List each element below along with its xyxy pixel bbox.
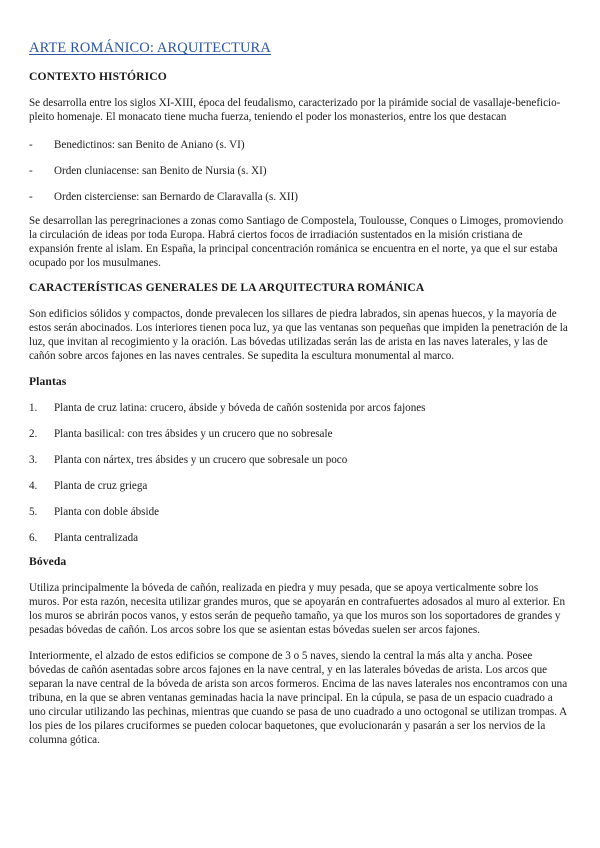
list-dash-marker: - [29, 191, 33, 203]
list-item-planta [29, 479, 570, 493]
list-item-planta [29, 401, 570, 415]
list-number: 6. [29, 532, 38, 544]
list-item-text: Benedictinos: san Benito de Aniano (s. VI) [54, 139, 245, 151]
list-ordenes [29, 138, 570, 204]
paragraph-boveda-2: Interiormente, el alzado de estos edificios se compone de 3 o 5 naves, siendo la central la más alta y ancha. Posee bóvedas de cañón asentadas sobre arcos fajones en la nave central, y en las laterales bóvedas de arista. Los arcos que separan la nave central de la bóveda de arista son arcos formeros. Encima de las naves laterales nos encontramos con una tribuna, en la que se abren ventanas geminadas hacia la nave principal. En la cúpula, se pasa de un espacio cuadrado a uno circular utilizando las pechinas, mientras que cuando se pasa de uno cuadrado a uno octogonal se utilizan trompas. A los pies de los pilares cruciformes se pueden colocar baquetones, que evolucionarán y pasarán a ser los nervios de la columna gótica. [29, 650, 568, 746]
heading-boveda: Bóveda [29, 555, 67, 568]
list-item-text: Orden cisterciense: san Bernardo de Claravalla (s. XII) [54, 191, 298, 203]
list-dash-marker: - [29, 165, 33, 177]
paragraph-contexto-intro: Se desarrolla entre los siglos XI-XIII, época del feudalismo, caracterizado por la pirámide social de vasallaje-beneficio-pleito homenaje. El monacato tiene mucha fuerza, teniendo el poder los monasterios, entre los que destacan [29, 97, 561, 123]
paragraph-contexto-outro: Se desarrollan las peregrinaciones a zonas como Santiago de Compostela, Toulousse, Conques o Limoges, promoviendo la circulación de ideas por toda Europa. Habrá ciertos focos de irradiación sustentados en la misión cristiana de expansión frente al islam. En España, la principal concentración románica se encuentra en el norte, ya que el sur estaba ocupado por los musulmanes. [29, 215, 564, 269]
list-item-text: Planta basilical: con tres ábsides y un crucero que no sobresale [54, 428, 333, 440]
list-number: 4. [29, 480, 38, 492]
list-plantas [29, 401, 570, 545]
list-number: 1. [29, 402, 38, 414]
list-item-text: Orden cluniacense: san Benito de Nursia (s. XI) [54, 165, 267, 177]
list-item-planta [29, 505, 570, 519]
document-title: ARTE ROMÁNICO: ARQUITECTURA [29, 40, 271, 56]
list-item-planta [29, 427, 570, 441]
list-item-text: Planta con doble ábside [54, 506, 160, 518]
list-item-orden [29, 138, 570, 152]
list-item-text: Planta de cruz latina: crucero, ábside y bóveda de cañón sostenida por arcos fajones [54, 402, 426, 414]
list-number: 3. [29, 454, 38, 466]
list-dash-marker: - [29, 139, 33, 151]
list-item-text: Planta con nártex, tres ábsides y un crucero que sobresale un poco [54, 454, 348, 466]
list-item-planta [29, 453, 570, 467]
list-item-text: Planta centralizada [54, 532, 139, 544]
list-item-orden [29, 164, 570, 178]
paragraph-caracteristicas: Son edificios sólidos y compactos, donde prevalecen los sillares de piedra labrados, sin apenas huecos, y la mayoría de estos serán abocinados. Los interiores tienen poca luz, ya que las ventanas son pequeñas que impiden la penetración de la luz, que invitan al recogimiento y la oración. Las bóvedas utilizadas serán las de arista en las naves laterales, y las de cañón sobre arcos fajones en las naves centrales. Se supedita la escultura monumental al marco. [29, 308, 568, 362]
list-item-text: Planta de cruz griega [54, 480, 148, 492]
list-number: 5. [29, 506, 38, 518]
paragraph-boveda-1: Utiliza principalmente la bóveda de cañón, realizada en piedra y muy pesada, que se apoya verticalmente sobre los muros. Por esta razón, necesita utilizar grandes muros, que se apoyarán en contrafuertes adosados al muro al exterior. En los muros se abrirán pocos vanos, y estos serán de pequeño tamaño, ya que los muros son los soportadores de grandes y pesadas bóvedas de cañón. Los arcos sobre los que se asientan estas bóvedas suelen ser arcos fajones. [29, 582, 566, 636]
heading-caracteristicas: CARACTERÍSTICAS GENERALES DE LA ARQUITECTURA ROMÁNICA [29, 281, 425, 294]
list-item-planta [29, 531, 570, 545]
list-item-orden [29, 190, 570, 204]
heading-contexto: CONTEXTO HISTÓRICO [29, 70, 167, 83]
heading-plantas: Plantas [29, 375, 67, 388]
list-number: 2. [29, 428, 38, 440]
